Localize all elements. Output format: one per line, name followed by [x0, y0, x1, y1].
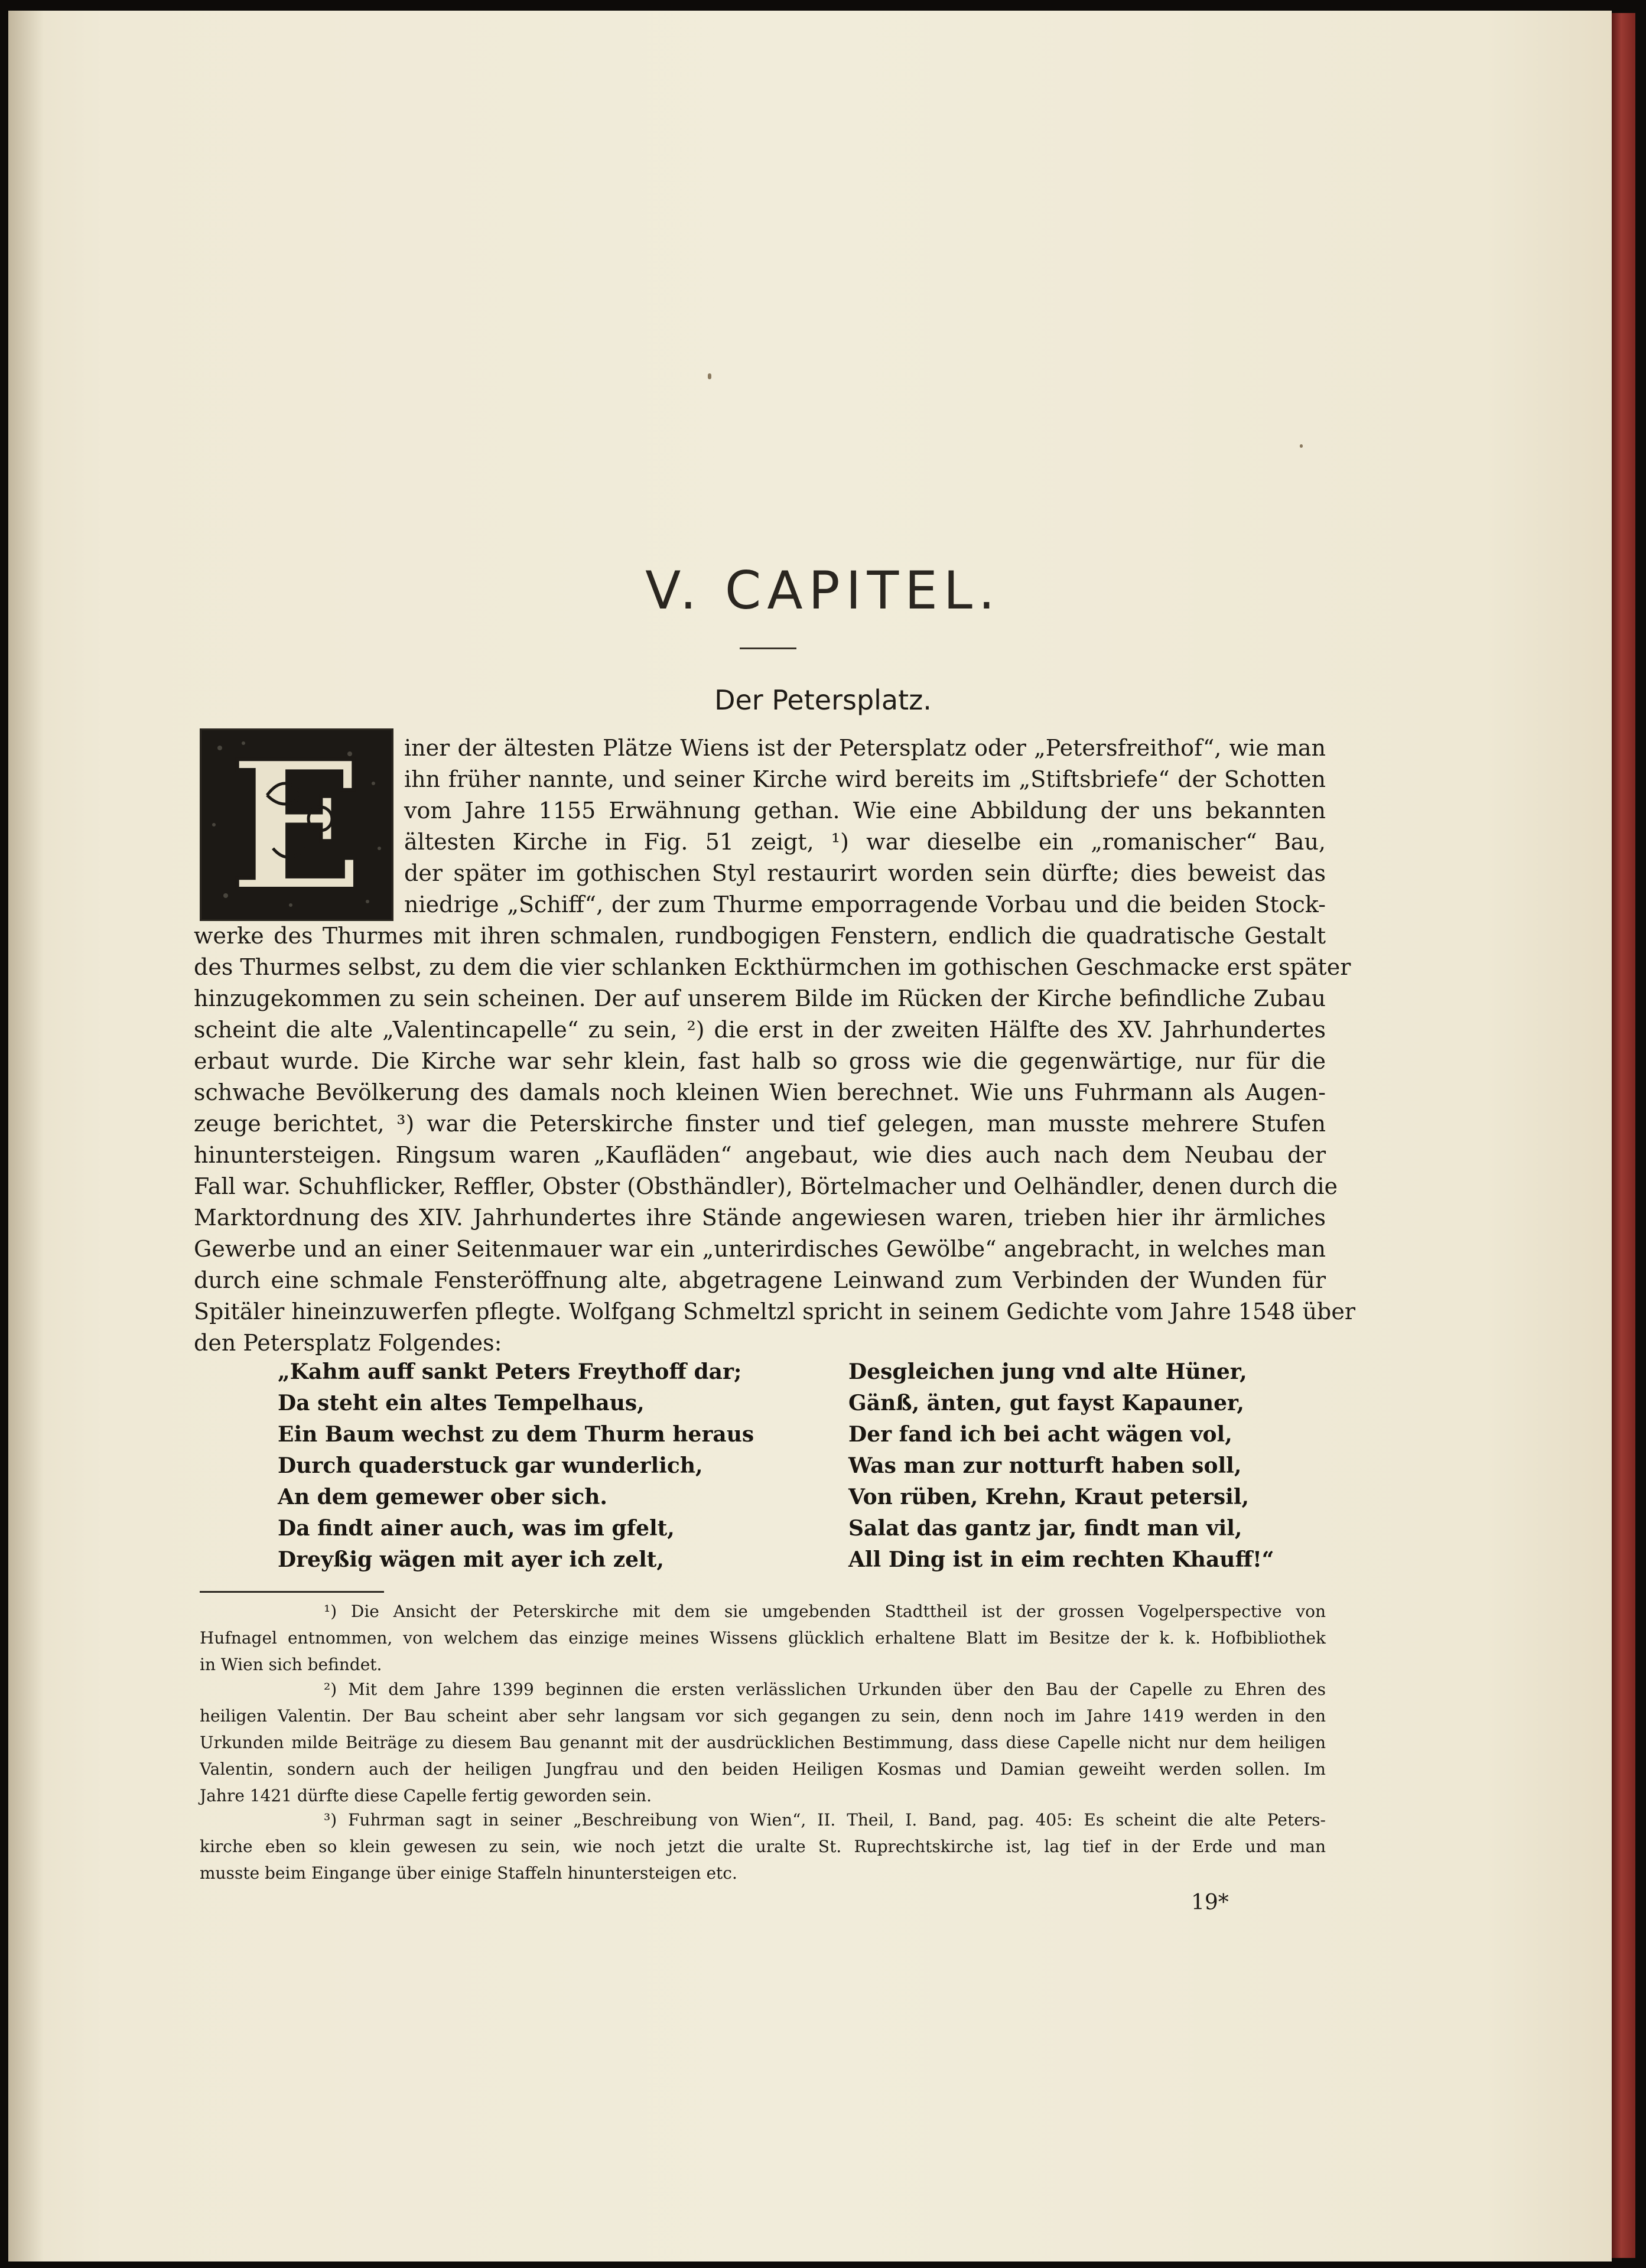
- footnote-line: Jahre 1421 dürfte diese Capelle fertig geworden sein.: [200, 1786, 652, 1805]
- text-line: der später im gothischen Styl restaurirt worden sein dürfte; dies beweist das: [404, 860, 1326, 886]
- footnote-line: ²) Mit dem Jahre 1399 beginnen die ersten verlässlichen Urkunden über den Bau der Capelle zu Ehren des: [324, 1680, 1326, 1699]
- text-line: werke des Thurmes mit ihren schmalen, rundbogigen Fenstern, endlich die quadratische Gestalt: [194, 923, 1326, 949]
- footnote-line: musste beim Eingange über einige Staffeln hinuntersteigen etc.: [200, 1863, 737, 1883]
- body-paragraph: [194, 733, 1356, 1359]
- text-line: zeuge berichtet, ³) war die Peterskirche finster und tief gelegen, man musste mehrere Stufen: [194, 1111, 1326, 1137]
- poem-line: Was man zur notturft haben soll,: [848, 1453, 1242, 1478]
- chapter-title: V. CAPITEL.: [645, 560, 1001, 621]
- paper-spot: [1300, 444, 1303, 448]
- footnote-line: Valentin, sondern auch der heiligen Jungfrau und den beiden Heiligen Kosmas und Damian geweiht werden sollen. Im: [200, 1759, 1326, 1779]
- poem-column-right: [848, 1356, 1274, 1576]
- poem-line: Da findt ainer auch, was im gfelt,: [278, 1516, 675, 1541]
- text-line: hinzugekommen zu sein scheinen. Der auf unserem Bilde im Rücken der Kirche befindliche Zubau: [194, 985, 1326, 1011]
- svg-text:E: E: [229, 730, 365, 919]
- poem-column-left: [278, 1356, 754, 1576]
- paper-spot: [708, 373, 711, 379]
- text-line: iner der ältesten Plätze Wiens ist der Petersplatz oder „Petersfreithof“, wie man: [404, 735, 1326, 761]
- footnote-line: ³) Fuhrman sagt in seiner „Beschreibung von Wien“, II. Theil, I. Band, pag. 405: Es scheint die alte Peters-: [324, 1810, 1326, 1830]
- footnote-2: [200, 1676, 1326, 1809]
- footnote-1: [200, 1598, 1326, 1678]
- poem-line: Salat das gantz jar, findt man vil,: [848, 1516, 1242, 1541]
- poem-line: All Ding ist in eim rechten Khauff!“: [848, 1547, 1274, 1572]
- poem-line: Da steht ein altes Tempelhaus,: [278, 1391, 645, 1416]
- text-line: durch eine schmale Fensteröffnung alte, abgetragene Leinwand zum Verbinden der Wunden für: [194, 1267, 1326, 1293]
- poem-line: Von rüben, Krehn, Kraut petersil,: [848, 1485, 1250, 1509]
- poem-line: Durch quaderstuck gar wunderlich,: [278, 1453, 703, 1478]
- text-line: vom Jahre 1155 Erwähnung gethan. Wie eine Abbildung der uns bekannten: [404, 798, 1326, 824]
- poem-line: An dem gemewer ober sich.: [278, 1485, 607, 1509]
- text-line: schwache Bevölkerung des damals noch kleinen Wien berechnet. Wie uns Fuhrmann als Augen-: [194, 1079, 1326, 1105]
- text-line: des Thurmes selbst, zu dem die vier schlanken Eckthürmchen im gothischen Geschmacke erst später: [194, 954, 1351, 980]
- poem-line: „Kahm auff sankt Peters Freythoff dar;: [278, 1359, 742, 1384]
- footnote-line: kirche eben so klein gewesen zu sein, wie noch jetzt die uralte St. Ruprechtskirche ist, lag tief in der Erde und man: [200, 1837, 1326, 1856]
- section-title: Der Petersplatz.: [714, 684, 932, 716]
- text-line: den Petersplatz Folgendes:: [194, 1330, 502, 1356]
- poem-line: Dreyßig wägen mit ayer ich zelt,: [278, 1547, 664, 1572]
- page-number: 19*: [1191, 1890, 1229, 1915]
- gutter-shadow: [8, 11, 44, 2262]
- text-line: scheint die alte „Valentincapelle“ zu sein, ²) die erst in der zweiten Hälfte des XV. Jahrhundertes: [194, 1017, 1326, 1043]
- poem-line: Gänß, änten, gut fayst Kapauner,: [848, 1391, 1244, 1416]
- footnote-line: Hufnagel entnommen, von welchem das einzige meines Wissens glücklich erhaltene Blatt im Besitze der k. k. Hofbibliothek: [200, 1628, 1326, 1648]
- text-line: niedrige „Schiff“, der zum Thurme emporragende Vorbau und die beiden Stock-: [404, 891, 1326, 917]
- poem-line: Ein Baum wechst zu dem Thurm heraus: [278, 1422, 754, 1447]
- footnote-3: [200, 1807, 1326, 1886]
- text-line: Marktordnung des XIV. Jahrhundertes ihre Stände angewiesen waren, trieben hier ihr ärmliches: [194, 1205, 1326, 1231]
- text-line: Spitäler hineinzuwerfen pflegte. Wolfgang Schmeltzl spricht in seinem Gedichte vom Jahre 1548 über: [194, 1299, 1356, 1325]
- title-divider: [740, 647, 796, 649]
- footnote-line: ¹) Die Ansicht der Peterskirche mit dem sie umgebenden Stadttheil ist der grossen Vogelperspective von: [324, 1602, 1326, 1621]
- text-line: erbaut wurde. Die Kirche war sehr klein, fast halb so gross wie die gegenwärtige, nur für die: [194, 1048, 1326, 1074]
- poem-line: Desgleichen jung vnd alte Hüner,: [848, 1359, 1247, 1384]
- text-line: hinuntersteigen. Ringsum waren „Kaufläden“ angebaut, wie dies auch nach dem Neubau der: [194, 1142, 1326, 1168]
- text-line: ihn früher nannte, und seiner Kirche wird bereits im „Stiftsbriefe“ der Schotten: [404, 766, 1326, 792]
- text-line: Gewerbe und an einer Seitenmauer war ein „unterirdisches Gewölbe“ angebracht, in welches man: [194, 1236, 1326, 1262]
- text-line: ältesten Kirche in Fig. 51 zeigt, ¹) war dieselbe ein „romanischer“ Bau,: [404, 829, 1326, 855]
- text-line: Fall war. Schuhflicker, Reffler, Obster (Obsthändler), Börtelmacher und Oelhändler, denen durch die: [194, 1173, 1338, 1199]
- footnote-divider: [200, 1591, 384, 1593]
- footnote-line: heiligen Valentin. Der Bau scheint aber sehr langsam vor sich gegangen zu sein, denn noch im Jahre 1419 werden in den: [200, 1706, 1326, 1726]
- footnote-line: Urkunden milde Beiträge zu diesem Bau genannt mit der ausdrücklichen Bestimmung, dass diese Capelle nicht nur dem heiligen: [200, 1733, 1326, 1752]
- footnote-line: in Wien sich befindet.: [200, 1655, 382, 1674]
- red-cover-edge: [1612, 13, 1635, 2258]
- poem-line: Der fand ich bei acht wägen vol,: [848, 1422, 1232, 1447]
